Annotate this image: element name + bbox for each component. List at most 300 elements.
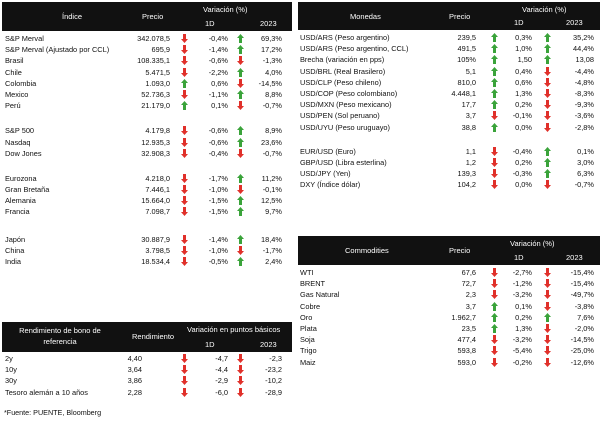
- row-yield: 2,28: [127, 387, 142, 397]
- arrow-down-icon: [181, 56, 188, 65]
- row-1d: -2,9: [215, 376, 228, 386]
- arrow-down-icon: [544, 123, 551, 132]
- row-2023: -3,6%: [574, 111, 594, 121]
- table-row: [298, 66, 600, 77]
- arrow-down-icon: [181, 246, 188, 255]
- currencies-header: [298, 2, 600, 30]
- arrow-down-icon: [181, 235, 188, 244]
- row-2023: 12,5%: [261, 196, 282, 206]
- arrow-down-icon: [544, 290, 551, 299]
- table-row: [2, 89, 292, 100]
- row-2023: 8,9%: [265, 126, 282, 136]
- row-price: 18.534,4: [141, 257, 170, 266]
- arrow-up-icon: [544, 147, 551, 156]
- row-2023: -14,5%: [258, 78, 282, 88]
- row-2023: -8,3%: [574, 88, 594, 98]
- table-row: [298, 334, 600, 345]
- arrow-down-icon: [491, 346, 498, 355]
- row-1d: 1,3%: [515, 323, 532, 333]
- table-row: [298, 88, 600, 99]
- arrow-down-icon: [491, 268, 498, 277]
- arrow-down-icon: [237, 376, 244, 385]
- row-name: Cobre: [300, 301, 321, 311]
- row-2023: -12,6%: [570, 357, 594, 367]
- row-price: 5,1: [465, 66, 476, 76]
- arrow-down-icon: [237, 79, 244, 88]
- table-row: [2, 387, 292, 398]
- row-2023: -49,7%: [570, 290, 594, 300]
- table-row: [2, 173, 292, 184]
- commodities-header: [298, 236, 600, 265]
- arrow-down-icon: [491, 358, 498, 367]
- arrow-down-icon: [181, 185, 188, 194]
- row-yield: 3,86: [127, 376, 142, 386]
- currencies-panel: [298, 2, 600, 190]
- table-row: [298, 312, 600, 323]
- arrow-up-icon: [491, 100, 498, 109]
- row-1d: -0,5%: [208, 257, 228, 266]
- row-price: 1.093,0: [145, 78, 170, 88]
- arrow-down-icon: [544, 78, 551, 87]
- arrow-down-icon: [181, 196, 188, 205]
- arrow-down-icon: [544, 180, 551, 189]
- row-price: 2,3: [465, 290, 476, 300]
- row-name: USD/PEN (Sol peruano): [300, 111, 380, 121]
- arrow-down-icon: [237, 354, 244, 363]
- row-price: 12.935,3: [141, 137, 170, 147]
- row-2023: 0,1%: [577, 146, 594, 156]
- bonds-panel: [2, 322, 292, 398]
- arrow-down-icon: [544, 346, 551, 355]
- row-2023: 9,7%: [265, 207, 282, 217]
- arrow-down-icon: [181, 376, 188, 385]
- row-1d: 1,50: [517, 55, 532, 65]
- row-2023: 18,4%: [261, 234, 282, 244]
- arrow-up-icon: [237, 257, 244, 266]
- row-1d: 1,3%: [515, 88, 532, 98]
- row-2023: -1,7%: [262, 245, 282, 255]
- row-name: Tesoro alemán a 10 años: [5, 387, 88, 397]
- row-price: 7.098,7: [145, 207, 170, 217]
- indices-col-name: Índice: [62, 12, 83, 21]
- table-row: [2, 67, 292, 78]
- row-price: 15.664,0: [141, 196, 170, 206]
- table-row: [298, 357, 600, 368]
- row-name: BRENT: [300, 279, 326, 289]
- arrow-up-icon: [544, 158, 551, 167]
- row-price: 30.887,9: [141, 234, 170, 244]
- row-price: 4.448,1: [451, 88, 476, 98]
- row-1d: 0,1%: [515, 301, 532, 311]
- table-row: [2, 353, 292, 364]
- table-row: [2, 33, 292, 44]
- row-2023: 17,2%: [261, 45, 282, 55]
- row-1d: 0,4%: [515, 66, 532, 76]
- arrow-up-icon: [237, 174, 244, 183]
- row-name: S&P Merval: [5, 34, 44, 43]
- row-price: 5.471,5: [145, 67, 170, 77]
- indices-col-variation: Variación (%): [203, 5, 248, 14]
- row-1d: -5,4%: [512, 346, 532, 356]
- bonds-col-1d: 1D: [205, 340, 215, 349]
- row-price: 342.078,5: [137, 34, 170, 43]
- table-row: [298, 289, 600, 300]
- arrow-down-icon: [491, 158, 498, 167]
- row-2023: 3,0%: [577, 157, 594, 167]
- indices-panel: [2, 2, 292, 267]
- row-name: 2y: [5, 354, 13, 363]
- arrow-down-icon: [181, 174, 188, 183]
- row-1d: -1,5%: [208, 196, 228, 206]
- table-row: [2, 234, 292, 245]
- arrow-up-icon: [544, 33, 551, 42]
- row-1d: -0,4%: [208, 148, 228, 158]
- group-spacer: [298, 133, 600, 146]
- arrow-up-icon: [491, 78, 498, 87]
- arrow-down-icon: [237, 246, 244, 255]
- table-row: [2, 44, 292, 55]
- row-name: Francia: [5, 207, 30, 217]
- table-row: [298, 32, 600, 43]
- arrow-down-icon: [181, 388, 188, 397]
- row-1d: -0,6%: [208, 56, 228, 66]
- table-row: [298, 157, 600, 168]
- table-row: [298, 110, 600, 121]
- table-row: [298, 99, 600, 110]
- arrow-up-icon: [544, 44, 551, 53]
- row-1d: -1,2%: [512, 279, 532, 289]
- bonds-header: [2, 322, 292, 352]
- arrow-down-icon: [491, 335, 498, 344]
- arrow-up-icon: [181, 101, 188, 110]
- arrow-down-icon: [237, 365, 244, 374]
- arrow-up-icon: [237, 34, 244, 43]
- row-2023: 2,4%: [265, 257, 282, 266]
- bonds-col-variation: Variación en puntos básicos: [187, 325, 281, 334]
- row-name: Gas Natural: [300, 290, 340, 300]
- row-2023: -23,2: [265, 365, 282, 375]
- arrow-up-icon: [237, 90, 244, 99]
- arrow-down-icon: [544, 89, 551, 98]
- group-spacer: [2, 159, 292, 173]
- row-2023: -9,3%: [574, 100, 594, 110]
- row-1d: -1,0%: [208, 245, 228, 255]
- arrow-down-icon: [491, 147, 498, 156]
- row-price: 695,9: [151, 45, 170, 55]
- row-price: 67,6: [461, 268, 476, 277]
- currencies-col-price: Precio: [449, 12, 471, 21]
- arrow-up-icon: [237, 196, 244, 205]
- arrow-up-icon: [237, 68, 244, 77]
- indices-col-price: Precio: [142, 12, 164, 21]
- row-name: S&P 500: [5, 126, 35, 136]
- row-2023: 7,6%: [577, 312, 594, 322]
- row-1d: 0,6%: [211, 78, 228, 88]
- row-price: 23,5: [461, 323, 476, 333]
- row-name: Eurozona: [5, 173, 37, 183]
- row-price: 3,7: [465, 301, 476, 311]
- row-1d: 0,0%: [515, 180, 532, 190]
- row-price: 4.218,0: [145, 173, 170, 183]
- row-2023: -0,1%: [262, 185, 282, 195]
- row-2023: -0,7%: [574, 180, 594, 190]
- row-1d: -1,7%: [208, 173, 228, 183]
- table-row: [2, 137, 292, 148]
- row-name: USD/CLP (Peso chileno): [300, 77, 382, 87]
- bonds-col-2023: 2023: [260, 340, 277, 349]
- arrow-down-icon: [544, 335, 551, 344]
- row-price: 239,5: [457, 33, 476, 42]
- arrow-down-icon: [181, 68, 188, 77]
- row-2023: -15,4%: [570, 268, 594, 277]
- bonds-body: [2, 352, 292, 398]
- arrow-up-icon: [237, 235, 244, 244]
- row-1d: -6,0: [215, 387, 228, 397]
- row-1d: -0,6%: [208, 137, 228, 147]
- table-row: [2, 100, 292, 111]
- table-row: [2, 78, 292, 89]
- row-name: Alemania: [5, 196, 36, 206]
- arrow-up-icon: [491, 313, 498, 322]
- arrow-down-icon: [491, 169, 498, 178]
- arrow-down-icon: [181, 354, 188, 363]
- row-name: Brecha (variación en pps): [300, 55, 385, 65]
- row-price: 7.446,1: [145, 185, 170, 195]
- row-1d: 0,0%: [515, 122, 532, 132]
- row-name: Colombia: [5, 78, 37, 88]
- row-price: 477,4: [457, 335, 476, 345]
- row-price: 105%: [457, 55, 476, 65]
- row-1d: 0,2%: [515, 100, 532, 110]
- arrow-down-icon: [491, 111, 498, 120]
- row-price: 1,1: [465, 146, 476, 156]
- row-1d: -2,2%: [208, 67, 228, 77]
- row-name: USD/MXN (Peso mexicano): [300, 100, 392, 110]
- table-row: [298, 168, 600, 179]
- row-1d: -1,0%: [208, 185, 228, 195]
- arrow-up-icon: [491, 89, 498, 98]
- table-row: [298, 122, 600, 133]
- arrow-up-icon: [491, 55, 498, 64]
- commodities-col-1d: 1D: [514, 253, 524, 262]
- row-price: 1,2: [465, 157, 476, 167]
- commodities-col-price: Precio: [449, 246, 471, 255]
- bonds-col-name: Rendimiento de bono de referencia: [19, 326, 101, 346]
- row-2023: 23,6%: [261, 137, 282, 147]
- row-name: Soja: [300, 335, 315, 345]
- arrow-down-icon: [181, 149, 188, 158]
- commodities-col-variation: Variación (%): [510, 239, 555, 248]
- row-name: Oro: [300, 312, 313, 322]
- arrow-up-icon: [237, 126, 244, 135]
- table-row: [298, 267, 600, 278]
- row-price: 104,2: [457, 180, 476, 190]
- row-1d: -0,3%: [512, 169, 532, 179]
- row-price: 108.335,1: [137, 56, 170, 66]
- row-2023: -28,9: [265, 387, 282, 397]
- row-2023: -4,4%: [574, 66, 594, 76]
- table-row: [2, 195, 292, 206]
- table-row: [298, 43, 600, 54]
- arrow-up-icon: [544, 313, 551, 322]
- bonds-col-yield: Rendimiento: [132, 332, 175, 341]
- row-price: 21.179,0: [141, 101, 170, 111]
- row-price: 3,7: [465, 111, 476, 121]
- table-row: [298, 77, 600, 88]
- row-2023: 44,4%: [573, 44, 594, 54]
- commodities-col-2023: 2023: [566, 253, 583, 262]
- commodities-panel: [298, 236, 600, 368]
- row-2023: -2,0%: [574, 323, 594, 333]
- row-1d: 0,6%: [515, 77, 532, 87]
- row-name: India: [5, 257, 22, 266]
- row-2023: -14,5%: [570, 335, 594, 345]
- row-1d: -0,2%: [512, 357, 532, 367]
- row-1d: -3,2%: [512, 290, 532, 300]
- table-row: [2, 256, 292, 267]
- arrow-down-icon: [237, 185, 244, 194]
- currencies-col-2023: 2023: [566, 18, 583, 27]
- row-name: Nasdaq: [5, 137, 31, 147]
- arrow-down-icon: [237, 149, 244, 158]
- row-2023: 4,0%: [265, 67, 282, 77]
- currencies-col-name: Monedas: [350, 12, 381, 21]
- row-2023: -0,7%: [262, 148, 282, 158]
- table-row: [2, 55, 292, 66]
- commodities-body: [298, 265, 600, 368]
- arrow-down-icon: [491, 290, 498, 299]
- row-name: USD/UYU (Peso uruguayo): [300, 122, 390, 132]
- table-row: [2, 206, 292, 217]
- group-spacer: [2, 218, 292, 234]
- row-price: 810,0: [457, 77, 476, 87]
- row-price: 38,8: [461, 122, 476, 132]
- row-1d: -0,1%: [512, 111, 532, 121]
- row-name: Brasil: [5, 56, 24, 66]
- arrow-down-icon: [181, 45, 188, 54]
- row-name: China: [5, 245, 25, 255]
- row-1d: -1,1%: [208, 89, 228, 99]
- arrow-down-icon: [544, 268, 551, 277]
- row-2023: -1,3%: [262, 56, 282, 66]
- footnote: *Fuente: PUENTE, Bloomberg: [4, 408, 102, 417]
- table-row: [2, 184, 292, 195]
- row-price: 593,8: [457, 346, 476, 356]
- table-row: [298, 345, 600, 356]
- row-name: USD/ARS (Peso argentino): [300, 33, 390, 42]
- table-row: [2, 148, 292, 159]
- row-1d: -4,4: [215, 365, 228, 375]
- row-name: Gran Bretaña: [5, 185, 50, 195]
- row-1d: -2,7%: [512, 268, 532, 277]
- row-price: 491,5: [457, 44, 476, 54]
- currencies-col-variation: Variación (%): [522, 5, 567, 14]
- arrow-up-icon: [181, 79, 188, 88]
- arrow-down-icon: [544, 279, 551, 288]
- row-1d: -1,4%: [208, 234, 228, 244]
- row-name: Chile: [5, 67, 22, 77]
- table-row: [2, 125, 292, 136]
- row-price: 139,3: [457, 169, 476, 179]
- row-name: Trigo: [300, 346, 317, 356]
- arrow-up-icon: [491, 33, 498, 42]
- row-name: GBP/USD (Libra esterlina): [300, 157, 387, 167]
- arrow-up-icon: [544, 55, 551, 64]
- row-2023: -15,4%: [570, 279, 594, 289]
- arrow-down-icon: [491, 279, 498, 288]
- row-1d: 0,1%: [211, 101, 228, 111]
- arrow-up-icon: [237, 138, 244, 147]
- row-name: USD/JPY (Yen): [300, 169, 351, 179]
- row-yield: 4,40: [127, 354, 142, 363]
- arrow-down-icon: [544, 324, 551, 333]
- row-2023: -0,7%: [262, 101, 282, 111]
- row-name: USD/COP (Peso colombiano): [300, 88, 398, 98]
- arrow-down-icon: [544, 111, 551, 120]
- row-2023: 11,2%: [261, 173, 282, 183]
- indices-col-1d: 1D: [205, 19, 215, 28]
- arrow-down-icon: [181, 90, 188, 99]
- row-1d: -4,7: [215, 354, 228, 363]
- row-name: WTI: [300, 268, 314, 277]
- row-2023: -4,8%: [574, 77, 594, 87]
- row-yield: 3,64: [127, 365, 142, 375]
- indices-header: [2, 2, 292, 31]
- table-row: [2, 245, 292, 256]
- arrow-up-icon: [491, 44, 498, 53]
- row-2023: 69,3%: [261, 34, 282, 43]
- arrow-up-icon: [237, 207, 244, 216]
- row-price: 3.798,5: [145, 245, 170, 255]
- row-2023: -10,2: [265, 376, 282, 386]
- row-name: Dow Jones: [5, 148, 42, 158]
- table-row: [2, 364, 292, 375]
- row-1d: -0,4%: [208, 34, 228, 43]
- table-row: [298, 54, 600, 65]
- row-1d: 0,3%: [515, 33, 532, 42]
- table-row: [2, 375, 292, 386]
- row-price: 1.962,7: [451, 312, 476, 322]
- row-name: USD/ARS (Peso argentino, CCL): [300, 44, 409, 54]
- currencies-body: [298, 30, 600, 190]
- arrow-down-icon: [237, 388, 244, 397]
- row-1d: -0,4%: [512, 146, 532, 156]
- arrow-down-icon: [181, 207, 188, 216]
- group-spacer: [2, 111, 292, 125]
- table-row: [298, 323, 600, 334]
- row-2023: -3,8%: [574, 301, 594, 311]
- row-2023: -25,0%: [570, 346, 594, 356]
- row-1d: -0,6%: [208, 126, 228, 136]
- row-name: Plata: [300, 323, 317, 333]
- row-2023: -2,8%: [574, 122, 594, 132]
- arrow-down-icon: [181, 257, 188, 266]
- row-name: S&P Merval (Ajustado por CCL): [5, 45, 110, 55]
- row-name: USD/BRL (Real Brasilero): [300, 66, 386, 76]
- arrow-down-icon: [181, 365, 188, 374]
- row-2023: 35,2%: [573, 33, 594, 42]
- table-row: [298, 179, 600, 190]
- arrow-down-icon: [544, 67, 551, 76]
- row-name: Maiz: [300, 357, 316, 367]
- row-1d: 0,2%: [515, 312, 532, 322]
- row-name: 10y: [5, 365, 17, 375]
- row-1d: -1,4%: [208, 45, 228, 55]
- row-1d: 1,0%: [515, 44, 532, 54]
- arrow-up-icon: [544, 169, 551, 178]
- arrow-down-icon: [544, 358, 551, 367]
- arrow-up-icon: [491, 324, 498, 333]
